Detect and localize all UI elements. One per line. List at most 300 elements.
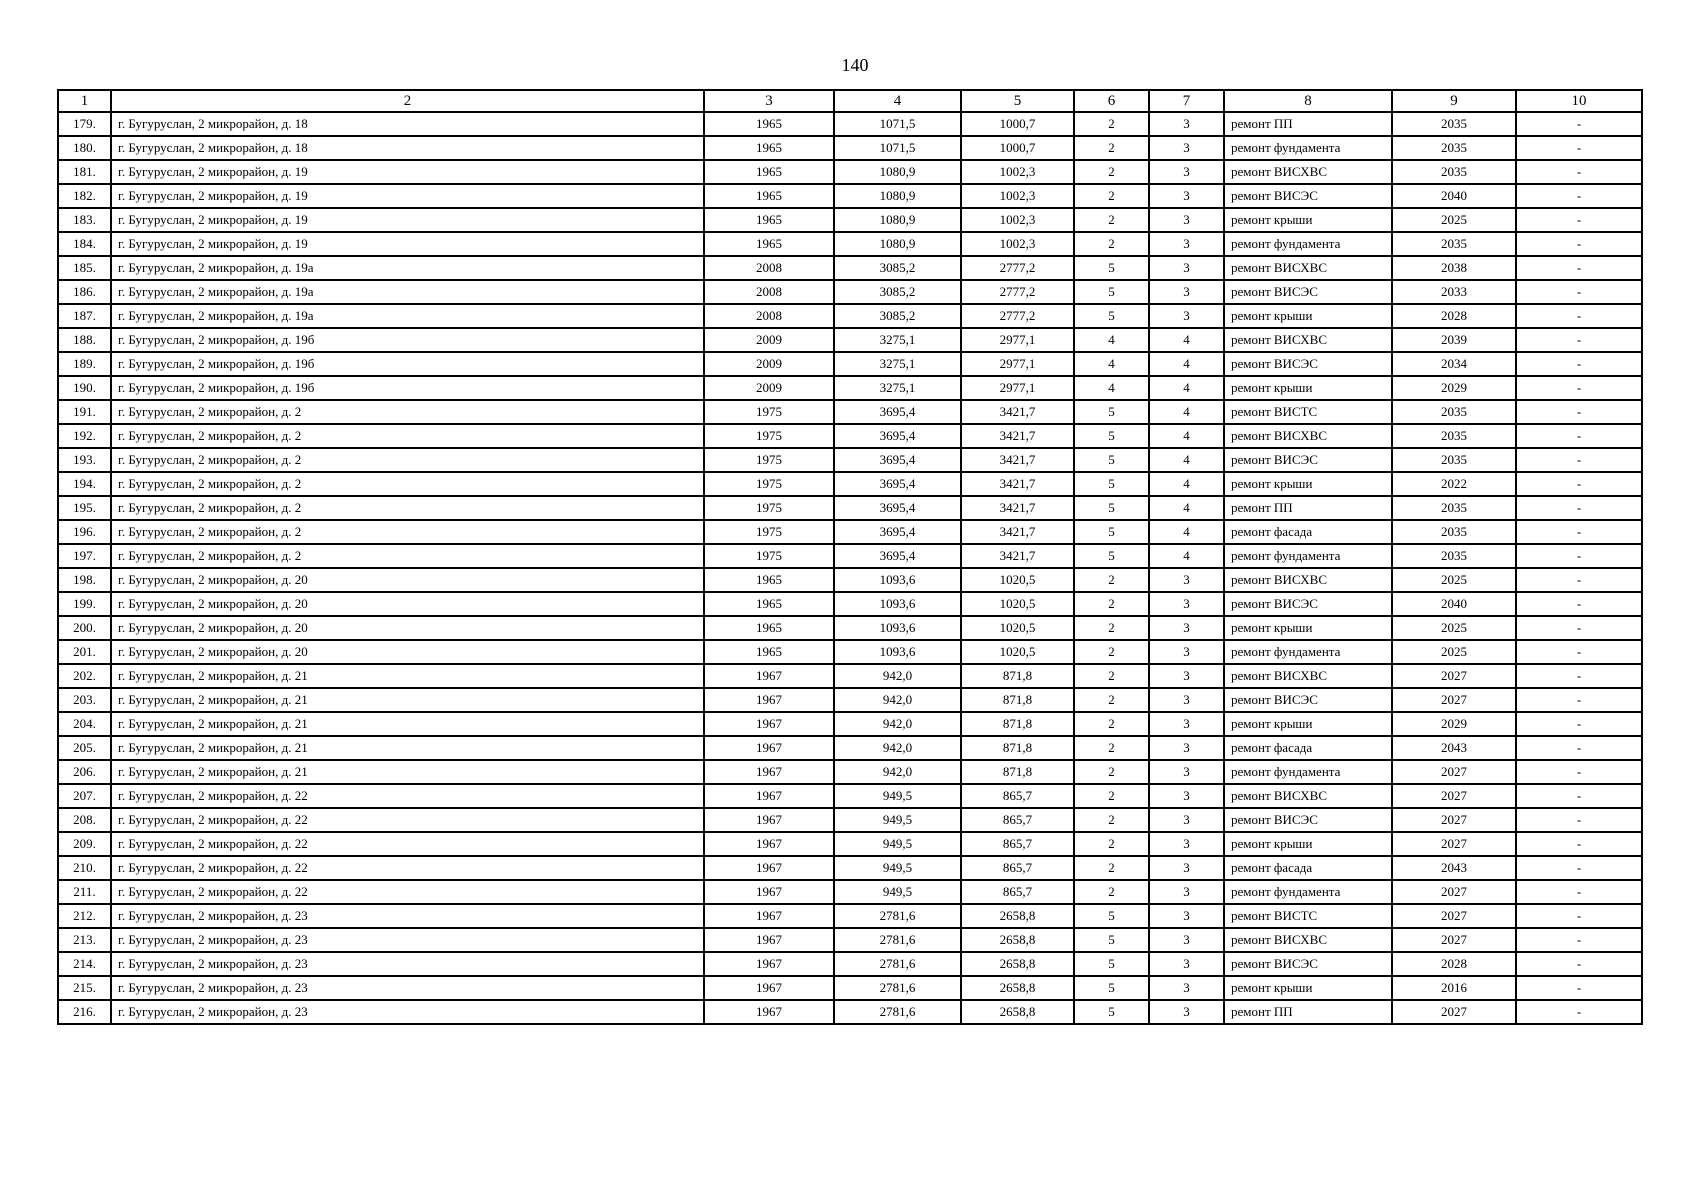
row-number-cell: 188.	[58, 328, 111, 352]
area-living-cell: 2658,8	[961, 976, 1074, 1000]
entrances-cell: 3	[1149, 760, 1224, 784]
note-cell: -	[1516, 568, 1642, 592]
year-cell: 1967	[704, 736, 834, 760]
note-cell: -	[1516, 352, 1642, 376]
note-cell: -	[1516, 904, 1642, 928]
work-type-cell: ремонт ВИСХВС	[1224, 328, 1392, 352]
table-row	[58, 400, 1642, 424]
area-total-cell: 949,5	[834, 808, 961, 832]
row-number-cell: 209.	[58, 832, 111, 856]
table-row	[58, 232, 1642, 256]
area-living-cell: 871,8	[961, 688, 1074, 712]
row-number-cell: 190.	[58, 376, 111, 400]
planned-year-cell: 2035	[1392, 136, 1516, 160]
area-living-cell: 3421,7	[961, 472, 1074, 496]
note-cell: -	[1516, 472, 1642, 496]
entrances-cell: 4	[1149, 520, 1224, 544]
address-cell: г. Бугуруслан, 2 микрорайон, д. 19б	[111, 352, 704, 376]
work-type-cell: ремонт крыши	[1224, 208, 1392, 232]
address-cell: г. Бугуруслан, 2 микрорайон, д. 18	[111, 136, 704, 160]
note-cell: -	[1516, 184, 1642, 208]
work-type-cell: ремонт фасада	[1224, 856, 1392, 880]
planned-year-cell: 2034	[1392, 352, 1516, 376]
work-type-cell: ремонт крыши	[1224, 376, 1392, 400]
entrances-cell: 3	[1149, 280, 1224, 304]
planned-year-cell: 2035	[1392, 160, 1516, 184]
work-type-cell: ремонт ВИСЭС	[1224, 688, 1392, 712]
entrances-cell: 3	[1149, 640, 1224, 664]
work-type-cell: ремонт ВИСХВС	[1224, 664, 1392, 688]
note-cell: -	[1516, 808, 1642, 832]
address-cell: г. Бугуруслан, 2 микрорайон, д. 2	[111, 496, 704, 520]
note-cell: -	[1516, 976, 1642, 1000]
table-row	[58, 304, 1642, 328]
table-body	[58, 112, 1642, 1024]
note-cell: -	[1516, 928, 1642, 952]
entrances-cell: 3	[1149, 112, 1224, 136]
year-cell: 1975	[704, 520, 834, 544]
column-header: 1	[58, 90, 111, 112]
planned-year-cell: 2027	[1392, 832, 1516, 856]
row-number-cell: 187.	[58, 304, 111, 328]
area-total-cell: 3275,1	[834, 352, 961, 376]
floors-cell: 2	[1074, 592, 1149, 616]
column-header: 10	[1516, 90, 1642, 112]
floors-cell: 2	[1074, 760, 1149, 784]
floors-cell: 2	[1074, 688, 1149, 712]
entrances-cell: 3	[1149, 616, 1224, 640]
entrances-cell: 3	[1149, 184, 1224, 208]
year-cell: 1967	[704, 664, 834, 688]
year-cell: 2008	[704, 256, 834, 280]
year-cell: 1967	[704, 928, 834, 952]
floors-cell: 4	[1074, 352, 1149, 376]
floors-cell: 5	[1074, 1000, 1149, 1024]
planned-year-cell: 2035	[1392, 496, 1516, 520]
area-total-cell: 1071,5	[834, 136, 961, 160]
entrances-cell: 3	[1149, 664, 1224, 688]
planned-year-cell: 2028	[1392, 952, 1516, 976]
address-cell: г. Бугуруслан, 2 микрорайон, д. 23	[111, 904, 704, 928]
area-living-cell: 1020,5	[961, 640, 1074, 664]
entrances-cell: 4	[1149, 400, 1224, 424]
entrances-cell: 4	[1149, 496, 1224, 520]
area-living-cell: 2658,8	[961, 1000, 1074, 1024]
area-total-cell: 3695,4	[834, 400, 961, 424]
entrances-cell: 3	[1149, 952, 1224, 976]
row-number-cell: 195.	[58, 496, 111, 520]
floors-cell: 5	[1074, 280, 1149, 304]
address-cell: г. Бугуруслан, 2 микрорайон, д. 19а	[111, 304, 704, 328]
area-total-cell: 942,0	[834, 688, 961, 712]
area-total-cell: 1093,6	[834, 640, 961, 664]
area-total-cell: 3695,4	[834, 496, 961, 520]
note-cell: -	[1516, 544, 1642, 568]
table-row	[58, 544, 1642, 568]
area-total-cell: 2781,6	[834, 1000, 961, 1024]
floors-cell: 2	[1074, 832, 1149, 856]
table-row	[58, 832, 1642, 856]
table-row	[58, 856, 1642, 880]
entrances-cell: 3	[1149, 808, 1224, 832]
entrances-cell: 3	[1149, 928, 1224, 952]
planned-year-cell: 2027	[1392, 688, 1516, 712]
table-row	[58, 736, 1642, 760]
floors-cell: 4	[1074, 376, 1149, 400]
note-cell: -	[1516, 400, 1642, 424]
planned-year-cell: 2040	[1392, 184, 1516, 208]
address-cell: г. Бугуруслан, 2 микрорайон, д. 22	[111, 832, 704, 856]
column-header: 8	[1224, 90, 1392, 112]
table-row	[58, 208, 1642, 232]
area-total-cell: 949,5	[834, 856, 961, 880]
table-row	[58, 448, 1642, 472]
address-cell: г. Бугуруслан, 2 микрорайон, д. 23	[111, 928, 704, 952]
year-cell: 1967	[704, 880, 834, 904]
area-total-cell: 942,0	[834, 736, 961, 760]
note-cell: -	[1516, 592, 1642, 616]
entrances-cell: 3	[1149, 784, 1224, 808]
table-row	[58, 760, 1642, 784]
year-cell: 1975	[704, 472, 834, 496]
address-cell: г. Бугуруслан, 2 микрорайон, д. 2	[111, 520, 704, 544]
year-cell: 1975	[704, 424, 834, 448]
floors-cell: 4	[1074, 328, 1149, 352]
table-row	[58, 280, 1642, 304]
area-living-cell: 871,8	[961, 664, 1074, 688]
note-cell: -	[1516, 880, 1642, 904]
work-type-cell: ремонт крыши	[1224, 472, 1392, 496]
row-number-cell: 207.	[58, 784, 111, 808]
area-living-cell: 865,7	[961, 784, 1074, 808]
address-cell: г. Бугуруслан, 2 микрорайон, д. 22	[111, 856, 704, 880]
planned-year-cell: 2027	[1392, 880, 1516, 904]
floors-cell: 5	[1074, 304, 1149, 328]
row-number-cell: 214.	[58, 952, 111, 976]
entrances-cell: 4	[1149, 376, 1224, 400]
area-living-cell: 865,7	[961, 832, 1074, 856]
page-number: 140	[841, 55, 869, 75]
table-row	[58, 136, 1642, 160]
entrances-cell: 3	[1149, 976, 1224, 1000]
floors-cell: 5	[1074, 256, 1149, 280]
area-living-cell: 2777,2	[961, 256, 1074, 280]
address-cell: г. Бугуруслан, 2 микрорайон, д. 19а	[111, 280, 704, 304]
note-cell: -	[1516, 640, 1642, 664]
area-total-cell: 1080,9	[834, 208, 961, 232]
address-cell: г. Бугуруслан, 2 микрорайон, д. 2	[111, 544, 704, 568]
entrances-cell: 4	[1149, 328, 1224, 352]
year-cell: 1975	[704, 448, 834, 472]
area-total-cell: 1093,6	[834, 592, 961, 616]
area-total-cell: 1071,5	[834, 112, 961, 136]
area-total-cell: 942,0	[834, 760, 961, 784]
table-row	[58, 952, 1642, 976]
area-living-cell: 1002,3	[961, 208, 1074, 232]
table-row	[58, 352, 1642, 376]
floors-cell: 2	[1074, 856, 1149, 880]
entrances-cell: 3	[1149, 904, 1224, 928]
note-cell: -	[1516, 496, 1642, 520]
area-living-cell: 2977,1	[961, 328, 1074, 352]
year-cell: 2009	[704, 376, 834, 400]
table-row	[58, 520, 1642, 544]
entrances-cell: 3	[1149, 136, 1224, 160]
table-row	[58, 904, 1642, 928]
planned-year-cell: 2029	[1392, 712, 1516, 736]
year-cell: 1965	[704, 616, 834, 640]
table-row	[58, 424, 1642, 448]
year-cell: 1965	[704, 184, 834, 208]
planned-year-cell: 2035	[1392, 520, 1516, 544]
row-number-cell: 198.	[58, 568, 111, 592]
planned-year-cell: 2035	[1392, 448, 1516, 472]
table-row	[58, 976, 1642, 1000]
work-type-cell: ремонт фундамента	[1224, 136, 1392, 160]
area-total-cell: 3695,4	[834, 544, 961, 568]
row-number-cell: 185.	[58, 256, 111, 280]
address-cell: г. Бугуруслан, 2 микрорайон, д. 22	[111, 880, 704, 904]
planned-year-cell: 2035	[1392, 400, 1516, 424]
work-type-cell: ремонт ВИСХВС	[1224, 784, 1392, 808]
planned-year-cell: 2035	[1392, 544, 1516, 568]
table-row	[58, 328, 1642, 352]
area-total-cell: 942,0	[834, 664, 961, 688]
row-number-cell: 216.	[58, 1000, 111, 1024]
address-cell: г. Бугуруслан, 2 микрорайон, д. 21	[111, 664, 704, 688]
column-header: 3	[704, 90, 834, 112]
entrances-cell: 3	[1149, 688, 1224, 712]
area-total-cell: 2781,6	[834, 952, 961, 976]
year-cell: 1965	[704, 208, 834, 232]
entrances-cell: 4	[1149, 472, 1224, 496]
planned-year-cell: 2025	[1392, 208, 1516, 232]
note-cell: -	[1516, 328, 1642, 352]
work-type-cell: ремонт ВИСЭС	[1224, 808, 1392, 832]
row-number-cell: 205.	[58, 736, 111, 760]
year-cell: 1967	[704, 784, 834, 808]
row-number-cell: 212.	[58, 904, 111, 928]
address-cell: г. Бугуруслан, 2 микрорайон, д. 2	[111, 472, 704, 496]
address-cell: г. Бугуруслан, 2 микрорайон, д. 20	[111, 568, 704, 592]
note-cell: -	[1516, 160, 1642, 184]
area-total-cell: 949,5	[834, 784, 961, 808]
work-type-cell: ремонт ВИСХВС	[1224, 256, 1392, 280]
address-cell: г. Бугуруслан, 2 микрорайон, д. 19	[111, 232, 704, 256]
header-row	[58, 90, 1642, 112]
planned-year-cell: 2035	[1392, 424, 1516, 448]
area-living-cell: 3421,7	[961, 520, 1074, 544]
year-cell: 1965	[704, 592, 834, 616]
address-cell: г. Бугуруслан, 2 микрорайон, д. 19б	[111, 376, 704, 400]
work-type-cell: ремонт ВИСХВС	[1224, 568, 1392, 592]
row-number-cell: 186.	[58, 280, 111, 304]
address-cell: г. Бугуруслан, 2 микрорайон, д. 2	[111, 448, 704, 472]
planned-year-cell: 2027	[1392, 664, 1516, 688]
address-cell: г. Бугуруслан, 2 микрорайон, д. 18	[111, 112, 704, 136]
table-row	[58, 616, 1642, 640]
area-total-cell: 2781,6	[834, 976, 961, 1000]
row-number-cell: 211.	[58, 880, 111, 904]
table-row	[58, 808, 1642, 832]
floors-cell: 5	[1074, 976, 1149, 1000]
area-living-cell: 1002,3	[961, 160, 1074, 184]
address-cell: г. Бугуруслан, 2 микрорайон, д. 23	[111, 952, 704, 976]
year-cell: 1965	[704, 568, 834, 592]
work-type-cell: ремонт ВИСЭС	[1224, 280, 1392, 304]
address-cell: г. Бугуруслан, 2 микрорайон, д. 21	[111, 712, 704, 736]
work-type-cell: ремонт фундамента	[1224, 232, 1392, 256]
area-living-cell: 3421,7	[961, 496, 1074, 520]
area-total-cell: 1093,6	[834, 616, 961, 640]
area-total-cell: 949,5	[834, 880, 961, 904]
year-cell: 1965	[704, 160, 834, 184]
table-header	[58, 90, 1642, 112]
floors-cell: 2	[1074, 616, 1149, 640]
table-row	[58, 664, 1642, 688]
planned-year-cell: 2035	[1392, 232, 1516, 256]
work-type-cell: ремонт ВИСЭС	[1224, 952, 1392, 976]
address-cell: г. Бугуруслан, 2 микрорайон, д. 19	[111, 184, 704, 208]
area-total-cell: 1080,9	[834, 232, 961, 256]
entrances-cell: 3	[1149, 856, 1224, 880]
table-row	[58, 880, 1642, 904]
floors-cell: 2	[1074, 112, 1149, 136]
column-header: 7	[1149, 90, 1224, 112]
address-cell: г. Бугуруслан, 2 микрорайон, д. 21	[111, 760, 704, 784]
note-cell: -	[1516, 376, 1642, 400]
address-cell: г. Бугуруслан, 2 микрорайон, д. 21	[111, 688, 704, 712]
work-type-cell: ремонт фасада	[1224, 736, 1392, 760]
floors-cell: 2	[1074, 664, 1149, 688]
note-cell: -	[1516, 304, 1642, 328]
row-number-cell: 197.	[58, 544, 111, 568]
work-type-cell: ремонт ВИСХВС	[1224, 424, 1392, 448]
row-number-cell: 199.	[58, 592, 111, 616]
area-total-cell: 2781,6	[834, 904, 961, 928]
work-type-cell: ремонт фундамента	[1224, 640, 1392, 664]
entrances-cell: 3	[1149, 592, 1224, 616]
row-number-cell: 193.	[58, 448, 111, 472]
work-type-cell: ремонт крыши	[1224, 304, 1392, 328]
area-total-cell: 3695,4	[834, 472, 961, 496]
floors-cell: 5	[1074, 520, 1149, 544]
work-type-cell: ремонт крыши	[1224, 832, 1392, 856]
note-cell: -	[1516, 760, 1642, 784]
note-cell: -	[1516, 112, 1642, 136]
table-row	[58, 592, 1642, 616]
planned-year-cell: 2043	[1392, 856, 1516, 880]
area-living-cell: 3421,7	[961, 544, 1074, 568]
planned-year-cell: 2033	[1392, 280, 1516, 304]
year-cell: 1965	[704, 232, 834, 256]
year-cell: 1965	[704, 640, 834, 664]
address-cell: г. Бугуруслан, 2 микрорайон, д. 2	[111, 400, 704, 424]
floors-cell: 5	[1074, 904, 1149, 928]
area-total-cell: 2781,6	[834, 928, 961, 952]
note-cell: -	[1516, 280, 1642, 304]
floors-cell: 5	[1074, 448, 1149, 472]
floors-cell: 5	[1074, 928, 1149, 952]
entrances-cell: 3	[1149, 1000, 1224, 1024]
area-living-cell: 2777,2	[961, 280, 1074, 304]
table-row	[58, 184, 1642, 208]
area-living-cell: 3421,7	[961, 448, 1074, 472]
floors-cell: 2	[1074, 232, 1149, 256]
work-type-cell: ремонт ВИСЭС	[1224, 352, 1392, 376]
table-row	[58, 640, 1642, 664]
table-row	[58, 472, 1642, 496]
area-living-cell: 1000,7	[961, 112, 1074, 136]
year-cell: 1965	[704, 112, 834, 136]
planned-year-cell: 2027	[1392, 760, 1516, 784]
table-row	[58, 160, 1642, 184]
address-cell: г. Бугуруслан, 2 микрорайон, д. 21	[111, 736, 704, 760]
work-type-cell: ремонт ВИСЭС	[1224, 448, 1392, 472]
column-header: 5	[961, 90, 1074, 112]
area-living-cell: 2658,8	[961, 904, 1074, 928]
area-living-cell: 3421,7	[961, 424, 1074, 448]
table-row	[58, 688, 1642, 712]
floors-cell: 2	[1074, 808, 1149, 832]
floors-cell: 5	[1074, 472, 1149, 496]
floors-cell: 5	[1074, 496, 1149, 520]
row-number-cell: 189.	[58, 352, 111, 376]
note-cell: -	[1516, 736, 1642, 760]
note-cell: -	[1516, 136, 1642, 160]
area-total-cell: 3085,2	[834, 304, 961, 328]
column-header: 6	[1074, 90, 1149, 112]
row-number-cell: 179.	[58, 112, 111, 136]
area-total-cell: 3275,1	[834, 328, 961, 352]
entrances-cell: 3	[1149, 712, 1224, 736]
row-number-cell: 215.	[58, 976, 111, 1000]
note-cell: -	[1516, 952, 1642, 976]
planned-year-cell: 2029	[1392, 376, 1516, 400]
work-type-cell: ремонт фундамента	[1224, 760, 1392, 784]
row-number-cell: 184.	[58, 232, 111, 256]
area-living-cell: 871,8	[961, 712, 1074, 736]
table-row	[58, 376, 1642, 400]
area-living-cell: 1002,3	[961, 232, 1074, 256]
work-type-cell: ремонт ВИСЭС	[1224, 592, 1392, 616]
note-cell: -	[1516, 616, 1642, 640]
floors-cell: 2	[1074, 208, 1149, 232]
table-row	[58, 712, 1642, 736]
row-number-cell: 191.	[58, 400, 111, 424]
column-header: 2	[111, 90, 704, 112]
area-living-cell: 865,7	[961, 880, 1074, 904]
row-number-cell: 210.	[58, 856, 111, 880]
area-living-cell: 1002,3	[961, 184, 1074, 208]
planned-year-cell: 2038	[1392, 256, 1516, 280]
area-living-cell: 2658,8	[961, 928, 1074, 952]
area-living-cell: 2977,1	[961, 376, 1074, 400]
year-cell: 1967	[704, 976, 834, 1000]
note-cell: -	[1516, 208, 1642, 232]
planned-year-cell: 2022	[1392, 472, 1516, 496]
row-number-cell: 208.	[58, 808, 111, 832]
row-number-cell: 180.	[58, 136, 111, 160]
area-total-cell: 3275,1	[834, 376, 961, 400]
row-number-cell: 181.	[58, 160, 111, 184]
area-living-cell: 865,7	[961, 856, 1074, 880]
area-living-cell: 1020,5	[961, 616, 1074, 640]
year-cell: 1975	[704, 400, 834, 424]
row-number-cell: 183.	[58, 208, 111, 232]
area-total-cell: 1093,6	[834, 568, 961, 592]
row-number-cell: 201.	[58, 640, 111, 664]
